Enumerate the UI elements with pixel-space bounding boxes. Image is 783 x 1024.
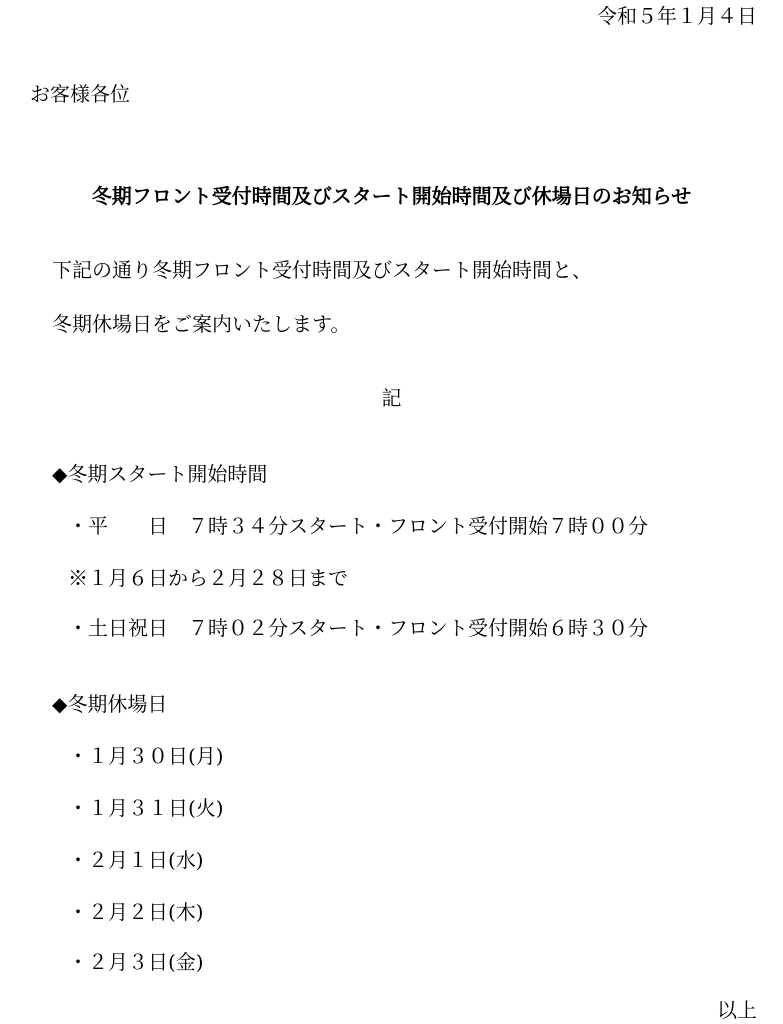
weekday-label: ・平 日 [68,514,168,538]
holiday-label: ・土日祝日 [68,616,168,640]
closed-day-item: ・２月３日(金) [68,950,204,974]
weekday-detail: ７時３４分スタート・フロント受付開始７時００分 [188,514,648,538]
closed-days-heading: ◆冬期休場日 [52,692,168,716]
notice-title: 冬期フロント受付時間及びスタート開始時間及び休場日のお知らせ [91,184,692,208]
intro-line-1: 下記の通り冬期フロント受付時間及びスタート開始時間と、 [52,258,592,282]
notice-date: 令和５年１月４日 [597,4,757,28]
closing-mark: 以上 [717,998,757,1022]
holiday-detail: ７時０２分スタート・フロント受付開始６時３０分 [188,616,648,640]
intro-line-2: 冬期休場日をご案内いたします。 [52,312,351,336]
period-note: ※１月６日から２月２８日まで [68,566,348,590]
closed-day-item: ・２月１日(水) [68,848,204,872]
recipient: お客様各位 [30,82,130,106]
ki-heading: 記 [381,386,402,410]
closed-day-item: ・１月３１日(火) [68,796,224,820]
closed-day-item: ・２月２日(木) [68,900,204,924]
weekday-start-row [68,514,648,538]
holiday-start-row [68,616,648,640]
start-time-heading: ◆冬期スタート開始時間 [52,462,268,486]
closed-day-item: ・１月３０日(月) [68,744,224,768]
